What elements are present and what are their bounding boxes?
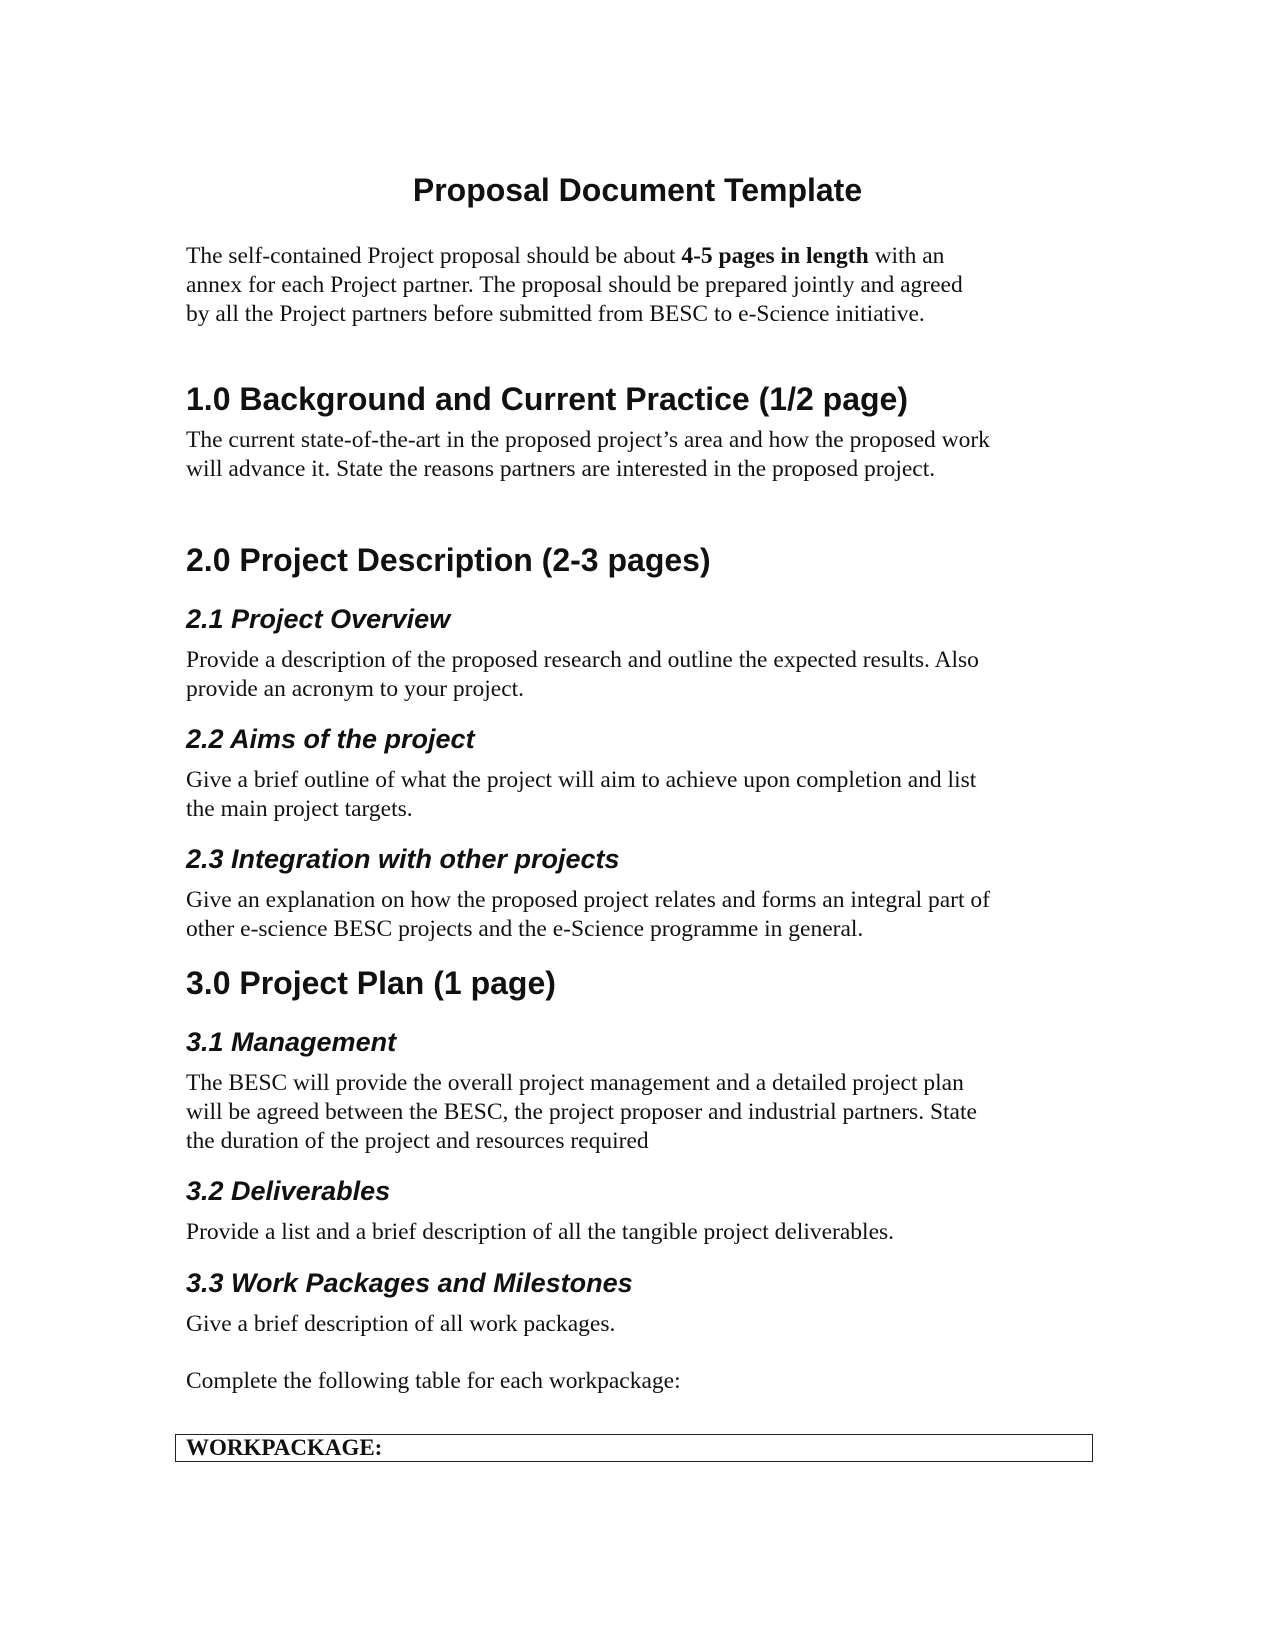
subsection-deliverables-text: Provide a list and a brief description of all the tangible project deliverables. bbox=[186, 1219, 895, 1245]
subsection-project-overview-text: Provide a description of the proposed research and outline the expected results. Also provide an acronym to your project. bbox=[186, 647, 979, 702]
subsection-heading-project-overview: 2.1 Project Overview bbox=[186, 604, 451, 634]
section-heading-project-description: 2.0 Project Description (2-3 pages) bbox=[186, 542, 711, 578]
workpackage-table-instruction: Complete the following table for each workpackage: bbox=[186, 1368, 681, 1394]
subsection-aims-text: Give a brief outline of what the project will aim to achieve upon completion and list the main project targets. bbox=[186, 767, 977, 822]
intro-paragraph bbox=[186, 242, 1066, 329]
subsection-heading-management: 3.1 Management bbox=[186, 1027, 397, 1057]
workpackage-table-label: WORKPACKAGE: bbox=[186, 1435, 383, 1460]
subsection-heading-work-packages: 3.3 Work Packages and Milestones bbox=[186, 1268, 633, 1298]
subsection-heading-aims: 2.2 Aims of the project bbox=[186, 724, 475, 754]
section-heading-project-plan: 3.0 Project Plan (1 page) bbox=[186, 965, 556, 1001]
intro-line-3: by all the Project partners before submitted from BESC to e-Science initiative. bbox=[186, 301, 925, 327]
document-title: Proposal Document Template bbox=[412, 172, 863, 208]
workpackage-table bbox=[175, 1434, 1093, 1462]
intro-line-1: The self-contained Project proposal should be about 4-5 pages in length with an bbox=[186, 243, 945, 269]
intro-line-2: annex for each Project partner. The proposal should be prepared jointly and agreed bbox=[186, 272, 963, 298]
section-background-text: The current state-of-the-art in the proposed project’s area and how the proposed work will advance it. State the reasons partners are interested in the proposed project. bbox=[186, 427, 990, 482]
subsection-work-packages-text: Give a brief description of all work packages. bbox=[186, 1311, 616, 1337]
subsection-management-text: The BESC will provide the overall project management and a detailed project plan will be agreed between the BESC, the project proposer and industrial partners. State the duration of the project and resources required bbox=[186, 1070, 977, 1154]
subsection-heading-integration: 2.3 Integration with other projects bbox=[186, 844, 620, 874]
subsection-integration-text: Give an explanation on how the proposed project relates and forms an integral part of other e-science BESC projects and the e-Science programme in general. bbox=[186, 887, 990, 942]
page-length-emphasis: 4-5 pages in length bbox=[681, 243, 869, 269]
subsection-heading-deliverables: 3.2 Deliverables bbox=[186, 1176, 391, 1206]
section-heading-background: 1.0 Background and Current Practice (1/2 page) bbox=[186, 381, 908, 417]
